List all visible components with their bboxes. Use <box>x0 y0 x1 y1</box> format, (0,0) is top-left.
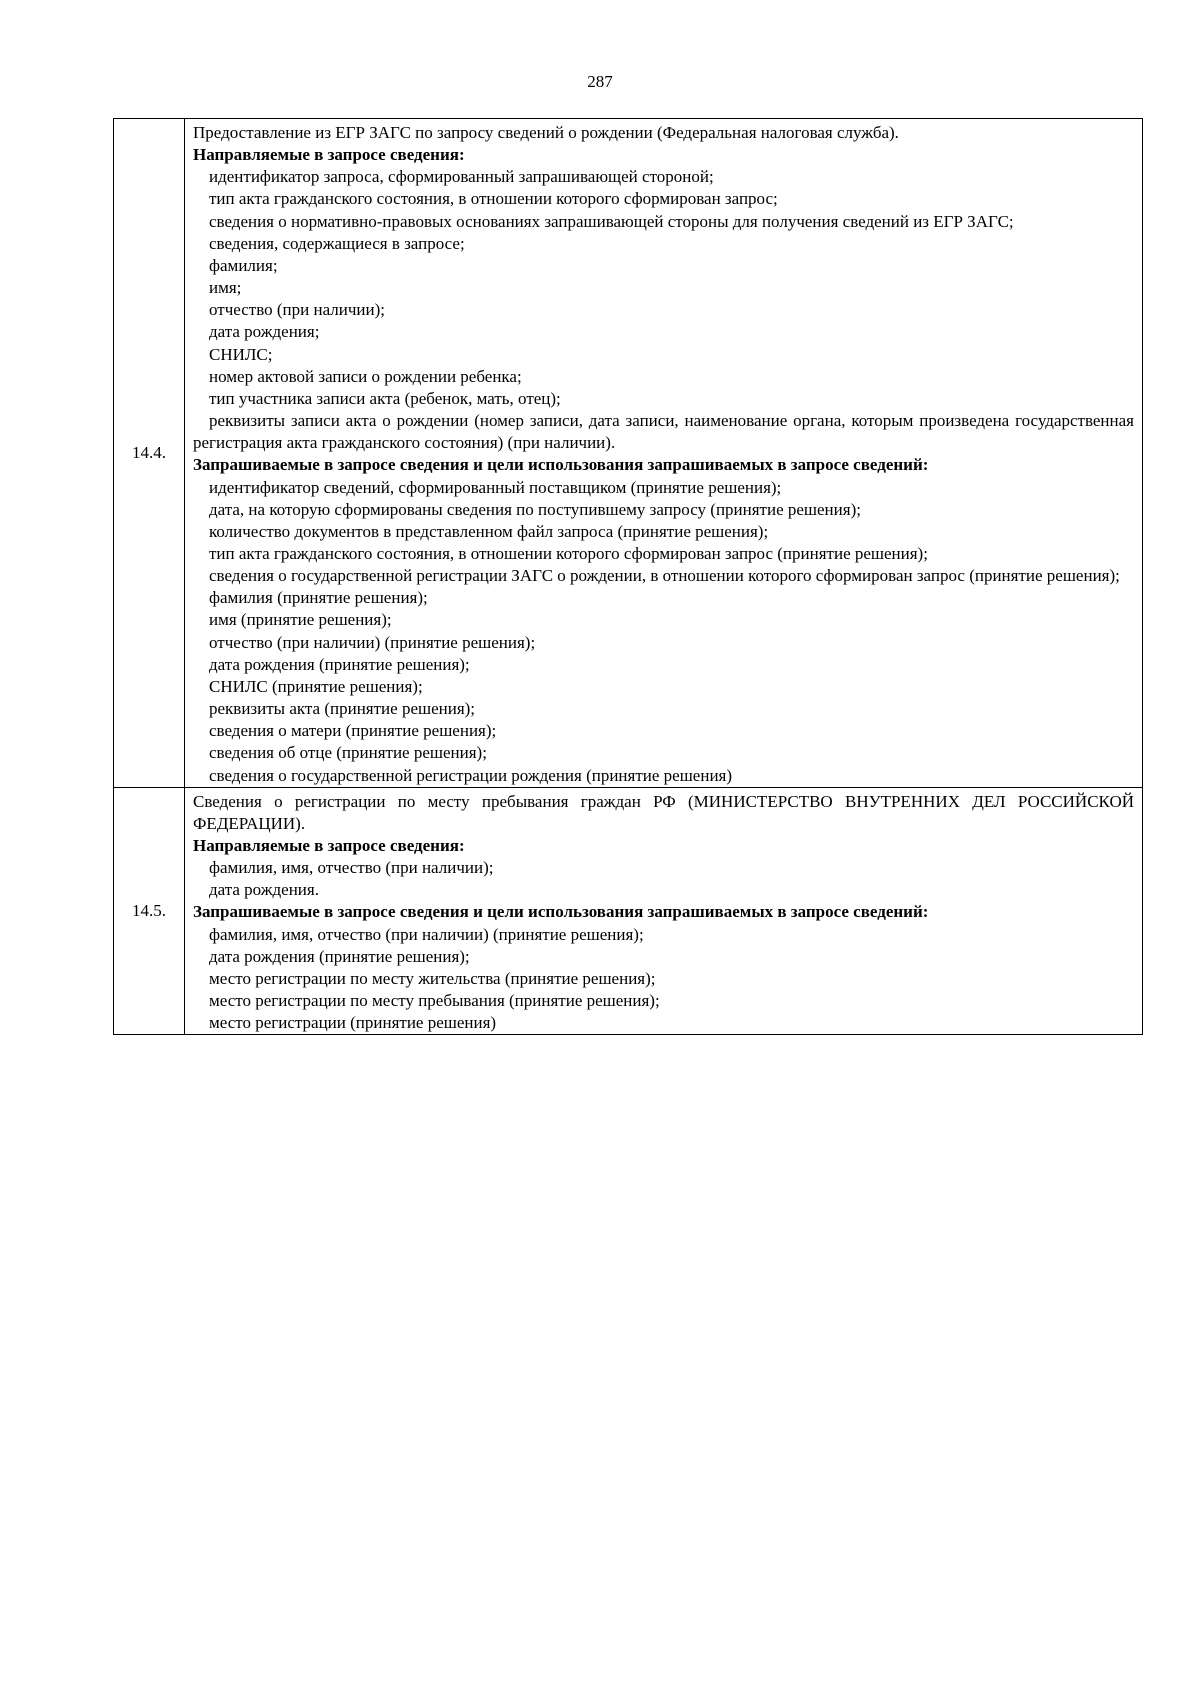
list-item: реквизиты акта (принятие решения); <box>209 699 476 719</box>
list-item: сведения об отце (принятие решения); <box>209 743 487 763</box>
list-item: СНИЛС (принятие решения); <box>209 676 423 696</box>
list-item: дата рождения (принятие решения); <box>209 946 470 966</box>
list-item: идентификатор запроса, сформированный запрашивающей стороной; <box>209 167 714 187</box>
row-content <box>185 119 1143 788</box>
list-item: место регистрации по месту пребывания (принятие решения); <box>209 991 660 1011</box>
row-title: Предоставление из ЕГР ЗАГС по запросу сведений о рождении (Федеральная налоговая служба). <box>193 123 899 142</box>
list-item: тип участника записи акта (ребенок, мать, отец); <box>209 388 561 408</box>
list-item: тип акта гражданского состояния, в отношении которого сформирован запрос (принятие решения); <box>209 543 928 563</box>
list-item: сведения о нормативно-правовых основаниях запрашивающей стороны для получения сведений из ЕГР ЗАГС; <box>209 211 1014 231</box>
list-item: дата рождения (принятие решения); <box>209 654 470 674</box>
list-item: сведения о государственной регистрации ЗАГС о рождении, в отношении которого сформирован запрос (принятие решения); <box>209 566 1120 586</box>
list-item: место регистрации по месту жительства (принятие решения); <box>209 968 656 988</box>
row-title: Сведения о регистрации по месту пребывания граждан РФ (МИНИСТЕРСТВО ВНУТРЕННИХ ДЕЛ РОССИЙСКОЙ ФЕДЕРАЦИИ). <box>193 791 1134 833</box>
list-item: сведения, содержащиеся в запросе; <box>209 233 465 253</box>
row-content <box>185 787 1143 1035</box>
row-number: 14.4. <box>114 119 185 788</box>
list-item: реквизиты записи акта о рождении (номер записи, дата записи, наименование органа, которым произведена государственная регистрация акта гражданского состояния) (при наличии). <box>193 411 1134 453</box>
list-item: сведения о матери (принятие решения); <box>209 721 497 741</box>
list-item: имя; <box>209 278 242 298</box>
row-number: 14.5. <box>114 787 185 1035</box>
data-table <box>113 118 1143 1035</box>
list-item: идентификатор сведений, сформированный поставщиком (принятие решения); <box>209 477 782 497</box>
list-item: количество документов в представленном файл запроса (принятие решения); <box>209 521 769 541</box>
list-item: место регистрации (принятие решения) <box>209 1013 497 1033</box>
table-row <box>114 119 1143 788</box>
list-item: фамилия; <box>209 255 278 275</box>
list-item: имя (принятие решения); <box>209 610 392 630</box>
table-row <box>114 787 1143 1035</box>
list-item: тип акта гражданского состояния, в отношении которого сформирован запрос; <box>209 189 778 209</box>
page-number: 287 <box>587 72 613 91</box>
requested-heading: Запрашиваемые в запросе сведения и цели использования запрашиваемых в запросе сведений: <box>193 902 929 922</box>
list-item: номер актовой записи о рождении ребенка; <box>209 366 522 386</box>
sent-heading: Направляемые в запросе сведения: <box>193 145 465 165</box>
sent-heading: Направляемые в запросе сведения: <box>193 836 465 855</box>
list-item: СНИЛС; <box>209 344 273 364</box>
list-item: отчество (при наличии); <box>209 300 385 320</box>
list-item: дата рождения; <box>209 322 320 342</box>
requested-heading: Запрашиваемые в запросе сведения и цели использования запрашиваемых в запросе сведений: <box>193 455 929 475</box>
list-item: дата, на которую сформированы сведения по поступившему запросу (принятие решения); <box>209 499 861 519</box>
list-item: фамилия (принятие решения); <box>209 588 428 608</box>
list-item: фамилия, имя, отчество (при наличии) (принятие решения); <box>209 924 644 944</box>
list-item: отчество (при наличии) (принятие решения); <box>209 632 536 652</box>
list-item: фамилия, имя, отчество (при наличии); <box>209 858 494 878</box>
list-item: дата рождения. <box>209 880 319 900</box>
list-item: сведения о государственной регистрации рождения (принятие решения) <box>209 765 733 785</box>
